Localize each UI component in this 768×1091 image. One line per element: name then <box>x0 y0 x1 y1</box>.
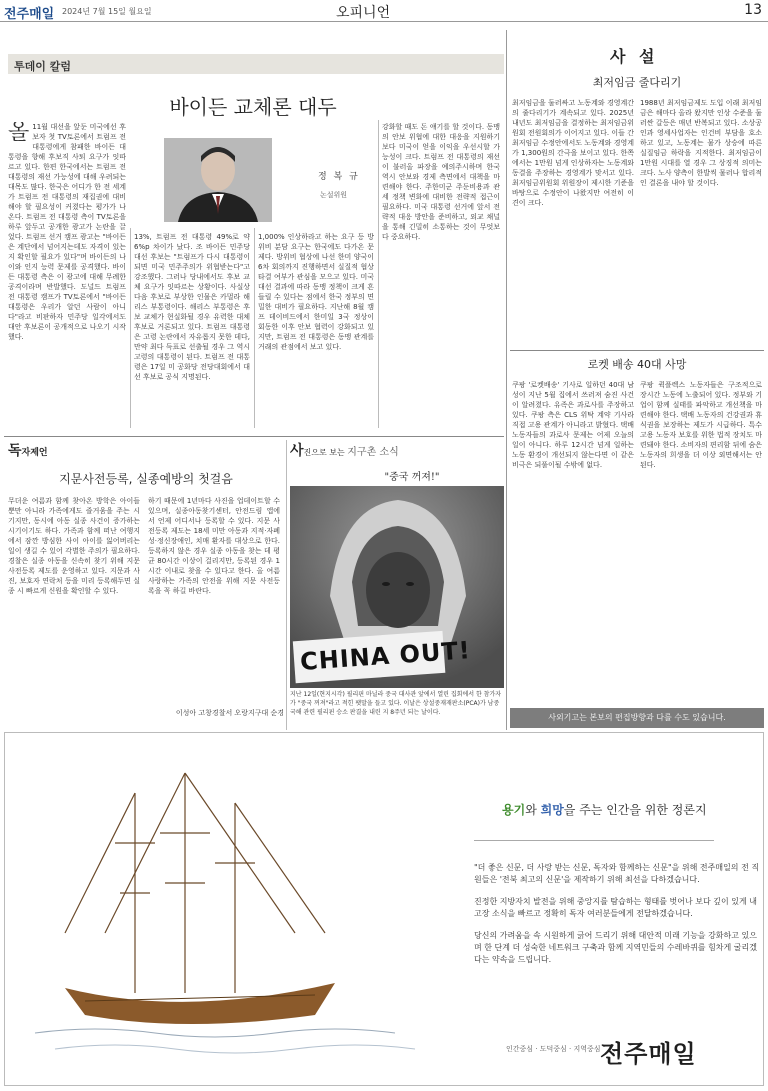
editorial-1-col-2: 1988년 최저임금제도 도입 이래 최저임금은 해마다 올라 왔지만 인상 수준을 둘러싼 갈등은 매년 반복되고 있다. 소상공인과 영세사업자는 인건비 부담을 호소하고 있고, 노동계는 물가 상승에 따른 실질임금 하락을 지적한다. 최저임금이 1만원 시대를 열 경우 그 상징적 의미는 크다. 노사 양측이 한발씩 물러나 합리적인 결론을 내야 할 것이다. <box>640 99 762 187</box>
editorial-title-1: 최저임금 줄다리기 <box>592 76 682 89</box>
today-column-label: 투데이 칼럼 <box>14 60 71 73</box>
today-column-banner <box>8 54 504 74</box>
section-title: 오피니언 <box>336 5 391 21</box>
masthead-logo: 전주매일 <box>4 7 55 22</box>
author-name: 정 복 규 <box>318 172 360 182</box>
author-photo <box>164 138 272 222</box>
today-column-col-3: 1,000% 인상하라고 하는 요구 등 방위비 분담 요구는 한국에도 다가온 문제다. 방위비 협상에 나선 한미 양국이 6차 회의까지 진행하면서 실질적 협상 타결 여부가 관심을 모으고 있다. 미국 대선 결과에 따라 동맹 정책이 크게 흔들릴 수 있다는 점에서 한국 정부의 면밀한 대비가 필요하다. 지난해 8월 캠프 데이비드에서 한미일 3국 정상이 회동한 이후 안보 협력이 강화되고 있지만, 트럼프 전 대통령은 동맹 관계를 거래의 관점에서 보고 있다. <box>258 233 374 351</box>
column-divider <box>378 120 379 428</box>
ad-paragraph-2: 진정한 지방자치 발전을 위해 중앙지를 탐습하는 형태를 벗어나 보다 깊이 있게 내 고장 소식을 빠르고 정확히 독자 여러분들에게 전달하겠습니다. <box>474 897 757 918</box>
section-separator <box>4 436 504 437</box>
ad-headline: 용기와 희망을 주는 인간을 위한 정론지 <box>502 803 707 817</box>
ad-body <box>474 862 760 966</box>
ad-slogan: 인간중심 · 도덕중심 · 지역중심 <box>506 1045 601 1053</box>
photo-news-caption-title: "중국 꺼져!" <box>384 472 440 483</box>
editorial-2-col-2: 쿠팡 퀵플렉스 노동자들은 구조적으로 장시간 노동에 노출되어 있다. 정부와 기업이 함께 실태를 파악하고 개선책을 마련해야 한다. 택배 노동자의 건강권과 휴식권을 보장하는 제도가 시급하다. 특수고용 노동자 보호를 위한 법적 장치도 마련돼야 한다. 소비자의 편리함 뒤에 숨은 노동자의 희생을 더 이상 외면해서는 안 된다. <box>640 381 762 469</box>
ad-paragraph-3: 당신의 가려움을 속 시원하게 긁어 드리기 위해 대안적 미래 기능을 강화하고 있으며 한 단계 더 성숙한 네트워크 구축과 함께 지역민들의 수레바퀴를 힘차게 굴리겠다는 약속을 드립니다. <box>474 931 757 964</box>
protest-photo <box>290 486 504 688</box>
today-column-col-1: 올 11월 대선을 앞둔 미국에선 후보자 첫 TV토론에서 트럼프 전 대통령에게 참패한 바이든 대통령을 향해 후보직 사퇴 요구가 잇따르고 있다. 한편 한국에서는 트럼프 전 대통령의 재선 가능성에 대해 우려되는 대목도 많다. 한국은 어디가 한 전 세계가 트럼프 전 대통령의 재집권에 대비해야 할 필요성이 커졌다는 평가가 나온다. 트럼프 전 대통령 측이 TV토론을 하루 앞두고 공개한 광고가 논란을 끌었다. 트럼프 선거 캠프 광고는 "바이든은 계단에서 넘어지는데도 자격이 있는지 확인할 필요가 있다"며 바이든의 나이와 인지 능력 문제를 공격했다. 바이든 대통령 측은 이 광고에 대해 무례한 공격이라며 반발했다. 도널드 트럼프 전 대통령 캠프가 TV토론에서 "바이든 대통령은 우리가 알던 사람이 아니다"라고 비판하자 민주당 일각에서도 대안 후보론이 공개적으로 나오기 시작했다. <box>8 122 126 341</box>
editorial-footer-note: 사외기고는 본보의 편집방향과 다를 수도 있습니다. <box>548 713 726 722</box>
page-number: 13 <box>744 2 762 18</box>
column-divider <box>286 440 287 730</box>
column-divider <box>130 228 131 428</box>
ad-logo: 전주매일 <box>600 1040 697 1068</box>
reader-opinion-col-2: 하기 때문에 1년마다 사진을 업데이트할 수 있으며, 실종아동찾기센터, 안전드림 앱에서 언제 어디서나 등록할 수 있다. 지문 사전등록 제도는 18세 미만 아동과 지적·자폐성·정신장애인, 치매 환자를 대상으로 한다. 등록하지 않은 경우 실종 아동을 찾는 데 평균 80시간 이상이 걸리지만, 등록된 경우 1시간 이내로 찾을 수 있다고 한다. 올 여름 사랑하는 가족의 안전을 위해 지문 사전등록을 꼭 하길 바란다. <box>148 497 280 595</box>
photo-news-label: 사진으로 보는 지구촌 소식 <box>290 443 399 459</box>
editorial-2-col-1: 쿠팡 '로켓배송' 기사로 일하던 40대 남성이 지난 5월 집에서 쓰러져 숨진 사건이 알려졌다. 유족은 과로사를 주장하고 있다. 쿠팡 측은 CLS 위탁 계약 기사라 직접 고용 관계가 아니라고 밝혔다. 택배 노동자들의 과로사 문제는 어제 오늘의 일이 아니다. 하루 12시간 넘게 일하는 노동 환경이 개선되지 않는다면 이 같은 비극은 되풀이될 수밖에 없다. <box>512 381 634 469</box>
issue-date: 2024년 7월 15일 월요일 <box>62 7 152 16</box>
photo-caption: 지난 12일(현지시각) 필리핀 마닐라 중국 대사관 앞에서 열린 집회에서 한 참가자가 "중국 꺼져"라고 적힌 팻말을 들고 있다. 이날은 상설중재재판소(PCA)가 남중국해 관련 필리핀 승소 판결을 내린 지 8주년 되는 날이다. <box>290 691 502 716</box>
sailboat-illustration <box>5 733 475 1086</box>
editorial-divider <box>506 30 507 730</box>
editorial-label: 사 설 <box>610 47 659 66</box>
editorial-separator <box>510 350 764 351</box>
column-divider <box>254 228 255 428</box>
protest-sign-text: CHINA OUT! <box>299 636 472 676</box>
reader-opinion-title: 지문사전등록, 실종예방의 첫걸음 <box>59 472 233 486</box>
reader-opinion-byline: 이성아 고창경찰서 오랑지구대 순경 <box>175 709 284 717</box>
dropcap: 올 <box>8 122 30 145</box>
ad-headline-rule <box>474 840 714 841</box>
editorial-1-col-1: 최저임금을 둘러싸고 노동계와 경영계간의 줄다리기가 계속되고 있다. 2025년 내년도 최저임금을 결정하는 최저임금위원회 전원회의가 이어지고 있다. 이들 간 최저임금 수정안에서도 노동계와 경영계가 1,300원의 간극을 보이고 있다. 한쪽에서는 1만원 넘게 인상하자는 노동계와 동결을 주장하는 경영계가 맞서고 있다. 최저임금위원회 위원장이 제시한 기준을 바탕으로 수정안이 나왔지만 여전히 이견이 크다. <box>512 99 634 207</box>
author-role: 논설위원 <box>320 191 348 199</box>
reader-opinion-col-1: 무더운 여름과 함께 찾아온 방학은 아이들 뿐만 아니라 가족에게도 즐거움을 주는 시기지만, 동시에 아동 실종 사건이 증가하는 시기이기도 하다. 가족과 함께 떠난 여행지에서 잠깐 방심한 사이 아이를 잃어버리는 일이 생길 수 있어 각별한 주의가 필요하다. 경찰은 실종 아동을 신속히 찾기 위해 지문 사전등록 제도를 운영하고 있다. 지문과 사진, 보호자 연락처 등을 미리 등록해두면 실종 시 빠르게 신원을 확인할 수 있다. <box>8 497 140 595</box>
today-column-col-2: 13%, 트럼프 전 대통령 49%로 약 6%p 차이가 났다. 조 바이든 민주당 대선 후보는 "트럼프가 다시 대통령이 되면 미국 민주주의가 위협받는다"고 강조했다. 그러나 당내에서도 후보 교체 요구가 잇따르는 상황이다. 사실상 다음 후보로 부상한 인물은 카멀라 해리스 부통령이다. 해리스 부통령은 후보 교체가 현실화될 경우 유력한 대체 후보로 거론되고 있다. 트럼프 대통령은 고령 논란에서 자유롭지 못한 데다, 만약 최다 득표로 선출될 경우 그 역시 고령의 대통령이 된다. 트럼프 전 대통령은 17일 미 공화당 전당대회에서 대선 후보로 공식 지명된다. <box>134 233 250 381</box>
editorial-title-2: 로켓 배송 40대 사망 <box>587 358 687 371</box>
today-column-col-4: 강화할 때도 돈 얘기를 할 것이다. 동맹의 안보 위협에 대한 대응을 지원하기보다 미국이 얻을 이익을 우선시할 가능성이 크다. 트럼프 전 대통령의 재선이 불러올 파장을 예의주시하며 한국 역시 안보와 경제 측면에서 대책을 마련해야 한다. 주한미군 주둔비용과 관세 정책 변화에 대비한 전략적 접근이 필요하다. 미국 대통령 선거에 앞서 전략적 대응 방안을 준비하고, 외교 채널을 통해 긴밀히 소통하는 것이 무엇보다 중요하다. <box>382 123 500 241</box>
reader-opinion-label: 독자제언 <box>8 443 48 459</box>
ad-paragraph-1: "더 좋은 신문, 더 사랑 받는 신문, 독자와 함께하는 신문"을 위해 전주매일의 전 직원들은 '전북 최고의 신문'을 제작하기 위해 최선을 다하겠습니다. <box>474 863 760 884</box>
today-column-title: 바이든 교체론 대두 <box>169 95 337 119</box>
